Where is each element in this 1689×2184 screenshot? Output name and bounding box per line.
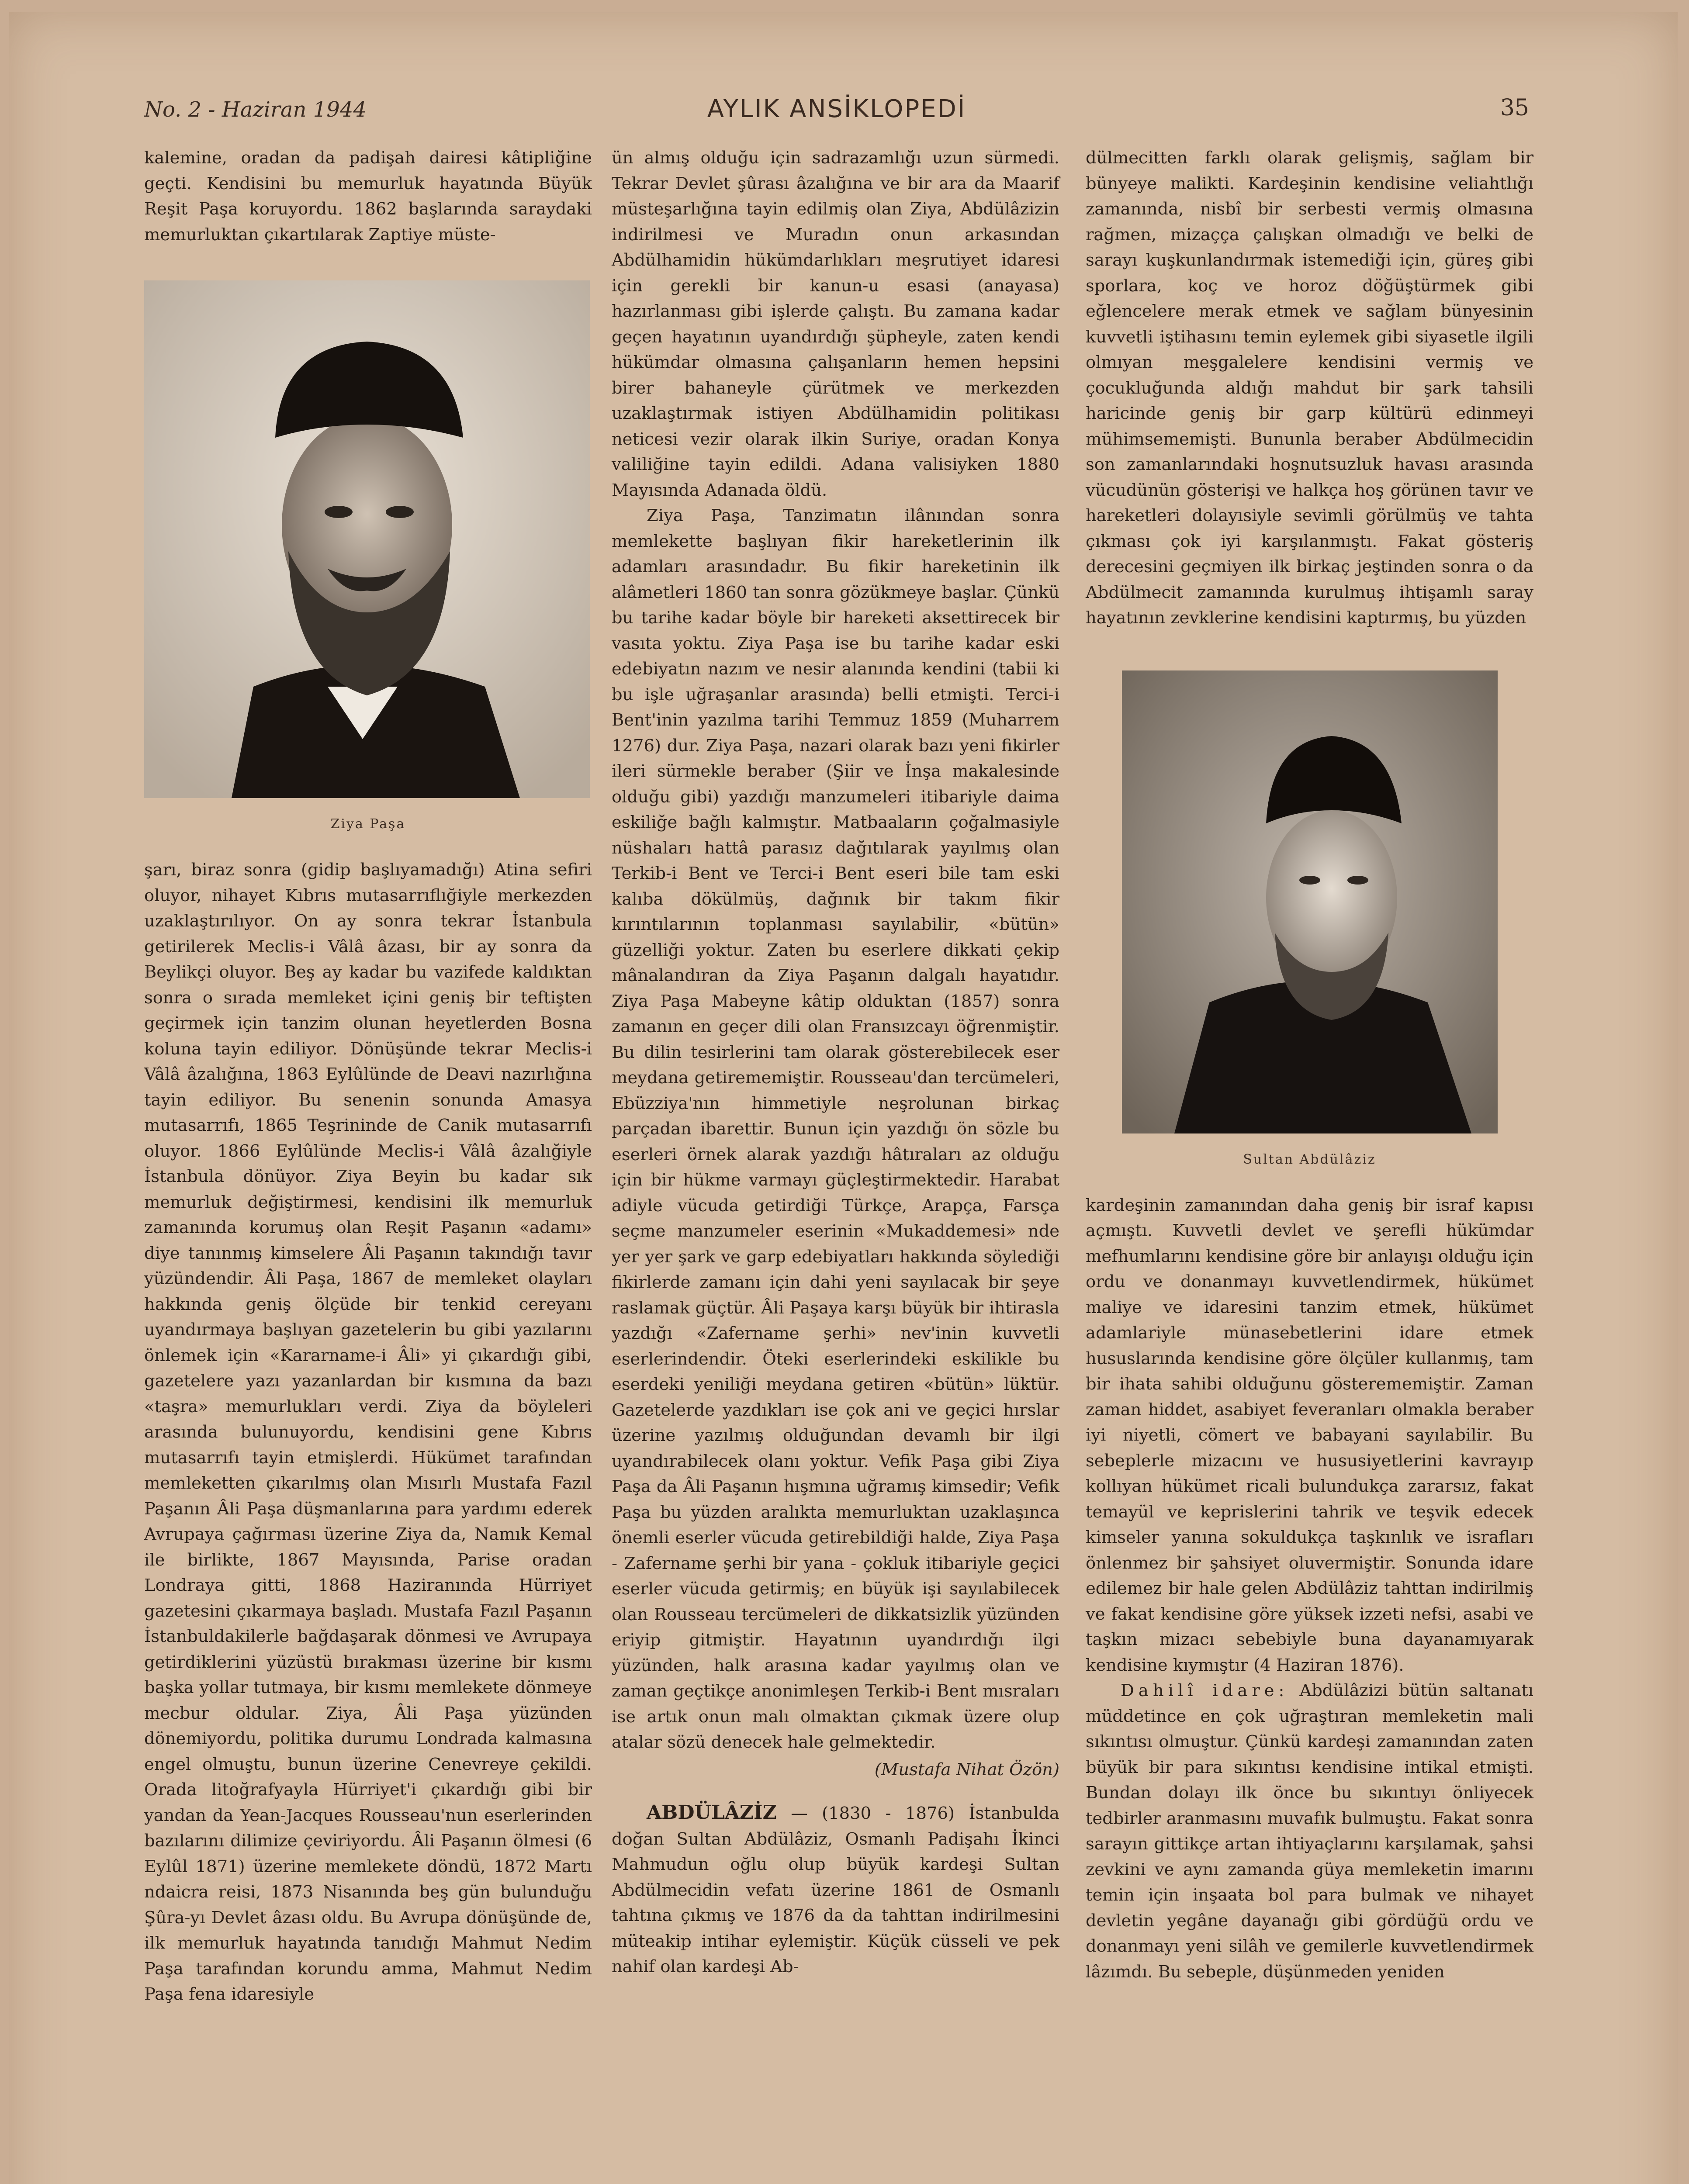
column-2 [612, 145, 1059, 1980]
ziya-pasa-portrait [144, 280, 590, 798]
abdulaziz-entry-text: — (1830 - 1876) İstanbulda doğan Sultan Abdülâziz, Osmanlı Padişahı İkinci Mahmudun oğlu olup büyük kardeşi Sultan Abdülmecidin vefatı üzerine 1861 de Osmanlı tahtına çıkmış ve 1876 da da tahttan indirilmesini müteakip intihar eylemiştir. Küçük cüsseli ve pek nahif olan kardeşi Ab- [612, 1804, 1059, 1977]
newspaper-page [9, 12, 1678, 2184]
abdulaziz-entry-intro [612, 1800, 1059, 1980]
sultan-abdulaziz-portrait-image [1122, 670, 1498, 1133]
dahili-idare-heading: Dahilî idare: [1121, 1681, 1289, 1700]
sultan-abdulaziz-caption: Sultan Abdülâziz [1243, 1151, 1376, 1167]
issue-label: No. 2 - Haziran 1944 [144, 97, 367, 122]
column-2-paragraph-2: Ziya Paşa, Tanzimatın ilânından sonra memlekette başlıyan fikir hareketlerinin ilk adamları arasındadır. Bu fikir hareketinin ilk alâmetleri 1860 tan sonra gözükmeye başlar. Çünkü bu tarihe kadar böyle bir hareketi aksettirecek bir vasıta yoktu. Ziya Paşa ise bu tarihe kadar eski edebiyatın nazım ve nesir alanında kendini (tabii ki bu işle uğraşanlar arasında) belli etmişti. Terci-i Bent'inin yazılma tarihi Temmuz 1859 (Muharrem 1276) dur. Ziya Paşa, nazari olarak bazı yeni fikirler ileri sürmekle beraber (Şiir ve İnşa makalesinde olduğu gibi) yazdığı manzumeleri itibariyle daima eskiliğe bağlı kalmıştır. Matbaaların çoğalmasiyle nüshaları hattâ parasız dağıtılarak yayılmış olan Terkib-i Bent ve Terci-i Bent eseri bile tam eski kalıba dökülmüş, dağınık bir takım fikir kırıntılarının toplanması sayılabilir, «bütün» güzelliği yoktur. Zaten bu eserlere dikkati çekip mânalandıran da Ziya Paşanın dalgalı hayatıdır. Ziya Paşa Mabeyne kâtip olduktan (1857) sonra zamanın en geçer dili olan Fransızcayı öğrenmiştir. Bu dilin tesirlerini tam olarak gösterebilecek eser meydana getirememiştir. Rousseau'dan tercümeleri, Ebüzziya'nın himmetiyle neşrolunan birkaç parçadan ibarettir. Bunun için yazdığı ön sözle bu eserleri örnek alarak yazdığı hâtıraları az olduğu için bir hükme varmayı güçleştirmektedir. Harabat adiyle vücuda getirdiği Türkçe, Arapça, Farsça seçme manzumeler eserinin «Mukaddemesi» nde yer yer şark ve garp edebiyatları hakkında söylediği fikirlerde zamanı için dahi yeni sayılacak bir şeye raslamak güçtür. Âli Paşaya karşı büyük bir ihtirasla yazdığı «Zafername şerhi» nev'inin kuvvetli eserlerindendir. Öteki eserlerindeki eskilikle bu eserdeki yeniliği meydana getiren «bütün» lüktür. Gazetelerde yazdıkları ise çok ani ve geçici hırslar üzerine yazılmış olduğundan devamlı bir ilgi uyandırabilecek olanı yoktur. Vefik Paşa gibi Ziya Paşa da Âli Paşanın hışmına uğramış kimsedir; Vefik Paşa bu yüzden aralıkta memurluktan uzaklaşınca önemli eserler vücuda getirebildiği halde, Ziya Paşa - Zafername şerhi bir yana - çokluk itibariyle geçici eserler vücuda getirmiş; en büyük işi sayılabilecek olan Rousseau tercümeleri de dikkatsizlik yüzünden eriyip gitmiştir. Hayatının uyandırdığı ilgi yüzünden, halk arasına kadar yayılmış olan ve zaman geçtikçe anonimleşen Terkib-i Bent mısraları ise artık onun malı olmaktan çıkmak üzere olup atalar sözü denecek hale gelmektedir. [612, 506, 1059, 1752]
column-3-paragraph-1: kardeşinin zamanından daha geniş bir israf kapısı açmıştı. Kuvvetli devlet ve şerefli hükümdar mefhumlarını kendisine göre bir anlayışı olduğu için ordu ve donanmayı kuvvetlendirmek, hükümet maliye ve idaresini tanzim etmek, hükümet adamlariyle münasebetlerini idare etmek hususlarında kendisine göre ölçüler kullanmış, tam bir ihata sahibi olduğunu gösterememiştir. Zaman zaman hiddet, asabiyet feveranları olmakla beraber iyi niyetli, cömert ve babayani sayılabilir. Bu sebeplerle mizacını ve hususiyetlerini kavrayıp kollıyan hükümet ricali bulundukça zararsız, fakat temayül ve keprislerini tahrik ve teşvik edecek kimseler yanına sokuldukça taşkınlık ve israfları önlenmez bir şahsiyet oluvermiştir. Sonunda idare edilemez bir hale gelen Abdülâziz tahttan indirilmiş ve fakat kendisine göre yüksek izzeti nefsi, asabi ve taşkın mizacı sebebiyle buna dayanamıyarak kendisine kıymıştır (4 Haziran 1876). [1086, 1195, 1533, 1675]
abdulaziz-entry-title: ABDÜLÂZİZ [647, 1801, 777, 1824]
column-1 [144, 145, 592, 2008]
ziya-pasa-caption: Ziya Paşa [330, 816, 406, 832]
page-number: 35 [1500, 95, 1529, 121]
column-1-top-text: kalemine, oradan da padişah dairesi kâtipliğine geçti. Kendisini bu memurluk hayatında Büyük Reşit Paşa koruyordu. 1862 başlarında saraydaki memurluktan çıkartılarak Zaptiye müste- [144, 148, 592, 245]
sultan-abdulaziz-portrait [1122, 670, 1498, 1133]
publication-title: AYLIK ANSİKLOPEDİ [707, 95, 966, 123]
column-3-top-text: dülmecitten farklı olarak gelişmiş, sağlam bir bünyeye malikti. Kardeşinin kendisine veliahtlığı zamanında, nisbî bir serbesti vermiş olmasına rağmen, mizaçça çalışkan olmadığı ve belki de sarayı kuşkunlandırmak istemediği için, güreş gibi sporlara, koç ve horoz döğüştürmek gibi eğlencelere merak etmek ve sağlam bünyesinin kuvvetli iştihasını temin eylemek gibi siyasetle ilgili olmıyan meşgalelere kendisini vermiş ve çocukluğunda aldığı mahdut bir şark tahsili haricinde geniş bir garp kültürü edinmeyi mühimsememişti. Bununla beraber Abdülmecidin son zamanlarındaki hoşnutsuzluk havası arasında vücudünün gösterişi ve halkça hoş görünen tavır ve hareketleri dolayısiyle sevimli görülmüş ve tahta çıkması çok iyi karşılanmıştı. Fakat gösteriş derecesini geçmiyen ilk birkaç jeştinden sonra o da Abdülmecit zamanında kurulmuş ihtişamlı saray hayatının zevklerine kendisini kaptırmış, bu yüzden [1086, 148, 1533, 628]
ziya-pasa-portrait-image [144, 280, 590, 798]
column-3 [1086, 145, 1533, 1985]
author-signature: (Mustafa Nihat Özön) [874, 1759, 1059, 1780]
column-1-body: şarı, biraz sonra (gidip başlıyamadığı) Atina sefiri oluyor, nihayet Kıbrıs mutasarrıflığiyle merkezden uzaklaştırılıyor. On ay sonra tekrar İstanbula getirilerek Meclis-i Vâlâ âzası, bir ay sonra da Beylikçi oluyor. Beş ay kadar bu vazifede kaldıktan sonra o sırada memleket içini geniş bir teftişten geçirmek için tanzim olunan heyetlerden Bosna koluna tayin ediliyor. Dönüşünde tekrar Meclis-i Vâlâ âzalığına, 1863 Eylûlünde de Deavi nazırlığına tayin ediliyor. Bu senenin sonunda Amasya mutasarrıfı, 1865 Teşrininde de Canik mutasarrıfı oluyor. 1866 Eylûlünde Meclis-i Vâlâ âzalığiyle İstanbula dönüyor. Ziya Beyin bu kadar sık memurluk değiştirmesi, kendisini ilk memurluk zamanında korumuş olan Reşit Paşanın «adamı» diye tanınmış kimselere Âli Paşanın takındığı tavır yüzündendir. Âli Paşa, 1867 de memleket olayları hakkında geniş ölçüde bir tenkid cereyanı uyandırmaya başlıyan gazetelerin bu gibi yazılarını önlemek için «Kararname-i Âli» yi çıkardığı gibi, gazetelere yazı yazanlardan bir kısmına da bazı «taşra» memurlukları verdi. Ziya da böyleleri arasında bulunuyordu, kendisini gene Kıbrıs mutasarrıfı tayin etmişlerdi. Hükümet tarafından memleketten çıkarılmış olan Mısırlı Mustafa Fazıl Paşanın Âli Paşa düşmanlarına para yardımı ederek Avrupaya çağırması üzerine Ziya da, Namık Kemal ile birlikte, 1867 Mayısında, Parise oradan Londraya gitti, 1868 Haziranında Hürriyet gazetesini çıkarmaya başladı. Mustafa Fazıl Paşanın İstanbuldakilerle bağdaşarak dönmesi ve Avrupaya getirdiklerini yüzüstü bırakması üzerine bir kısmı başka yollar tutmaya, bir kısmı memlekete dönmeye mecbur oldular. Ziya, Âli Paşa yüzünden dönemiyordu, politika durumu Londrada kalmasına engel olmuştu, bunun üzerine Cenevreye çekildi. Orada litoğrafyayla Hürriyet'i çıkardığı gibi bir yandan da Yean-Jacques Rousseau'nun eserlerinden bazılarını dilimize çeviriyordu. Âli Paşanın ölmesi (6 Eylûl 1871) üzerine memlekete döndü, 1872 Martı ndaicra reisi, 1873 Nisanında beş gün bulunduğu Şûra-yı Devlet âzası oldu. Bu Avrupa dönüşünde de, ilk memurluk hayatında tanıdığı Mahmut Nedim Paşa tarafından korundu amma, Mahmut Nedim Paşa fena idaresiyle [144, 860, 592, 2004]
column-3-paragraph-2 [1086, 1678, 1533, 1985]
dahili-idare-text: Abdülâzizi bütün saltanatı müddetince en çok uğraştıran memleketin mali sıkıntısı olmuştur. Çünkü kardeşi zamanından zaten büyük bir para sıkıntısı kendisine intikal etmişti. Bundan dolayı ilk önce bu sıkıntıyı önliyecek tedbirler aranmasını muvafık bulmuştu. Fakat sonra sarayın gittikçe artan ihtiyaçlarını karşılamak, şahsi zevkini ve aynı zamanda güya memleketin imarını temin için inşaata bol para bulmak ve nihayet devletin yegâne dayanağı gibi gördüğü ordu ve donanmayı yeni silâh ve gemilerle kuvvetlendirmek lâzımdı. Bu sebeple, düşünmeden yeniden [1086, 1681, 1533, 1982]
page-header [144, 97, 1529, 137]
column-2-paragraph-1: ün almış olduğu için sadrazamlığı uzun sürmedi. Tekrar Devlet şûrası âzalığına ve bir ara da Maarif müsteşarlığına tayin edilmiş olan Ziya, Abdülâzizin indirilmesi ve Muradın onun arkasından Abdülhamidin hükümdarlıkları meşrutiyet idaresi için gerekli bir kanun-u esasi (anayasa) hazırlanması gibi işlerde çalıştı. Bu zamana kadar geçen hayatının uyandırdığı şüpheyle, zaten kendi hükümdar olmasına çalışanların hemen hepsini birer bahaneyle çürütmek ve merkezden uzaklaştırmak istiyen Abdülhamidin politikası neticesi vezir olarak ilkin Suriye, oradan Konya valiliğine tayin edildi. Adana valisiyken 1880 Mayısında Adanada öldü. [612, 148, 1059, 500]
